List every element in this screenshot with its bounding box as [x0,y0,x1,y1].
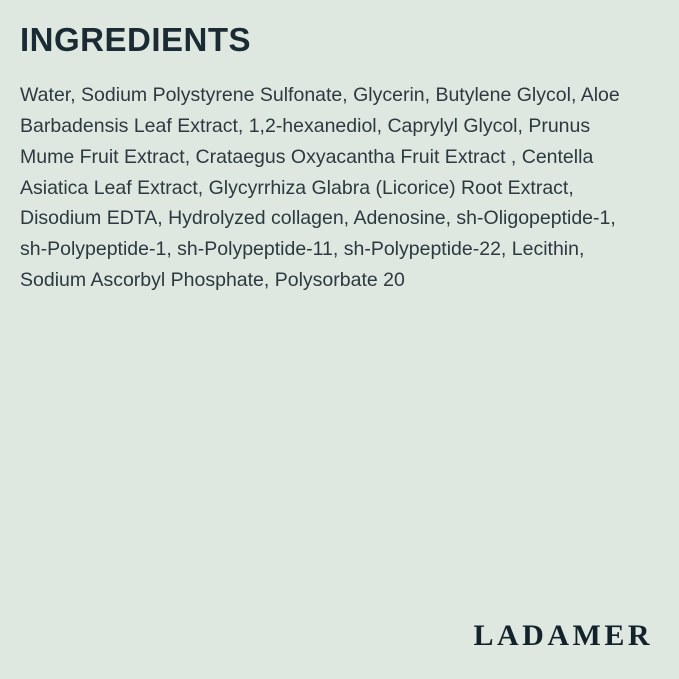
page-title: INGREDIENTS [20,21,252,58]
card-content [20,22,659,296]
ingredients-list-text: Water, Sodium Polystyrene Sulfonate, Glycerin, Butylene Glycol, Aloe Barbadensis Leaf Extract, 1,2-hexanediol, Caprylyl Glycol, Prunus Mume Fruit Extract, Crataegus Oxyacantha Fruit Extract , Centella Asiatica Leaf Extract, Glycyrrhiza Glabra (Licorice) Root Extract, Disodium EDTA, Hydrolyzed collagen, Adenosine, sh-Oligopeptide-1, sh-Polypeptide-1, sh-Polypeptide-11, sh-Polypeptide-22, Lecithin, Sodium Ascorbyl Phosphate, Polysorbate 20 [20,84,620,292]
brand-logo-text: LADAMER [473,619,653,652]
